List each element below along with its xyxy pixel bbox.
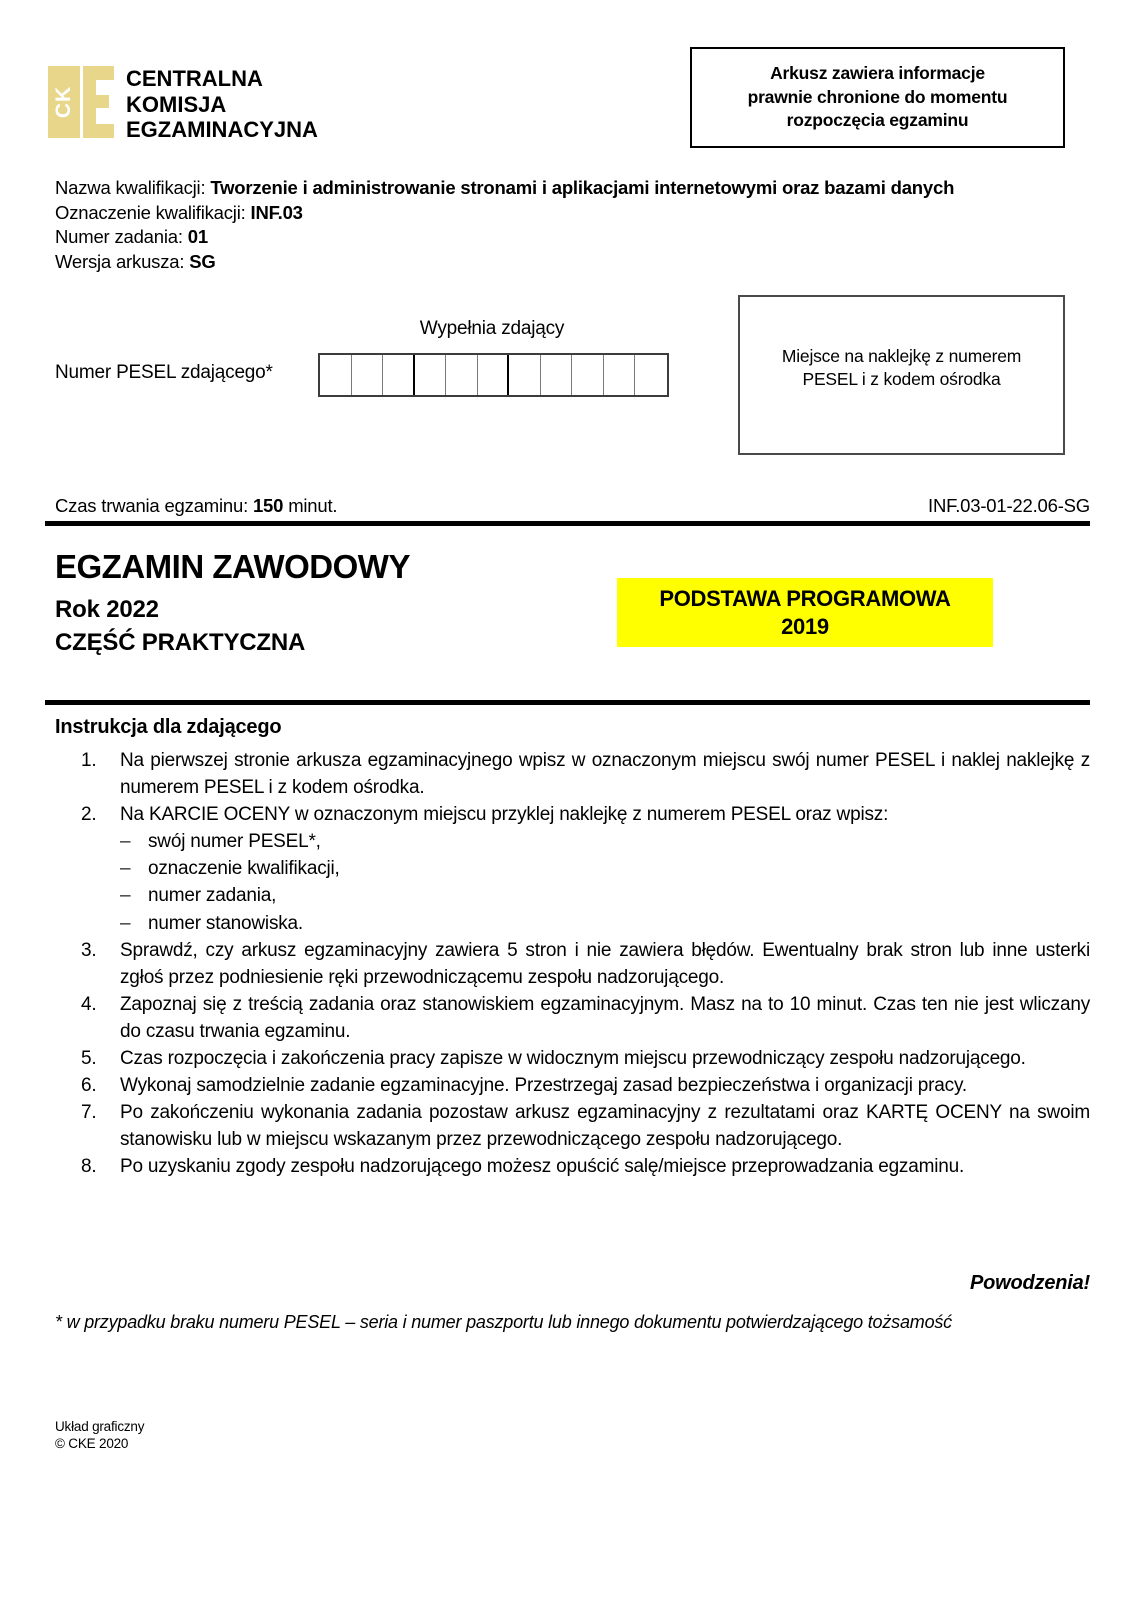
pesel-cell [383,355,415,395]
curriculum-highlight-box [617,578,993,647]
sticker-box-line: PESEL i z kodem ośrodka [802,369,1001,389]
curriculum-highlight-line: 2019 [781,613,829,639]
pesel-cell [509,355,541,395]
divider-rule [45,521,1090,526]
fill-in-header: Wypełnia zdający [419,318,565,339]
instruction-item: 5. Czas rozpoczęcia i zakończenia pracy zapisze w widocznym miejscu przewodniczący zespołu nadzorującego. [81,1048,1026,1070]
instruction-sub-item: – numer stanowiska. [120,910,1090,937]
dash-marker: – [120,831,131,853]
instruction-item: 8. Po uzyskaniu zgody zespołu nadzorującego możesz opuścić salę/miejsce przeprowadzania egzaminu. [81,1156,965,1178]
instruction-item: 3. Sprawdź, czy arkusz egzaminacyjny zawiera 5 stron i nie zawiera błędów. Ewentualny brak stron lub inne usterki zgłoś przez podniesienie ręki przewodniczącemu zespołu nadzorującego. [81,939,1090,988]
pesel-cell [352,355,384,395]
qualification-info [55,176,1085,274]
exam-part: CZĘŚĆ PRAKTYCZNA [55,629,306,656]
org-name-line: KOMISJA [126,91,227,117]
instructions-list [55,747,1090,1181]
curriculum-highlight-line: PODSTAWA PROGRAMOWA [659,585,951,611]
instruction-item: 4. Zapoznaj się z treścią zadania oraz stanowiskiem egzaminacyjnym. Masz na to 10 minut. Czas ten nie jest wliczany do czasu trwania egzaminu. [81,993,1090,1042]
cke-logo-ck-block [48,66,80,138]
instruction-sub-item: – swój numer PESEL*, [120,828,1090,855]
sheet-code: INF.03-01-22.06-SG [928,495,1090,516]
instruction-item: 2. Na KARCIE OCENY w oznaczonym miejscu przyklej naklejkę z numerem PESEL oraz wpisz: – swój numer PESEL*, – oznaczenie kwalifikacji, – numer zadania, – numer stanowiska. [55,801,1090,936]
instruction-sub-item: – numer zadania, [120,882,1090,909]
dash-marker: – [120,885,131,907]
qualification-code-row: Oznaczenie kwalifikacji: INF.03 [55,201,303,223]
sticker-box-line: Miejsce na naklejkę z numerem [781,346,1022,366]
legal-notice-line: rozpoczęcia egzaminu [786,110,969,131]
dash-marker: – [120,858,131,880]
instruction-sub-item: – oznaczenie kwalifikacji, [120,855,1090,882]
pesel-footnote: * w przypadku braku numeru PESEL – seria i numer paszportu lub innego dokumentu potwierdzającego tożsamość [55,1312,952,1332]
task-number-value: 01 [187,226,208,247]
org-name-line: CENTRALNA [126,66,263,91]
org-name-line: EGZAMINACYJNA [126,117,318,142]
legal-notice-line: Arkusz zawiera informacje [770,63,985,84]
task-number-row: Numer zadania: 01 [55,226,208,247]
cke-logo [48,66,318,143]
instructions-heading: Instrukcja dla zdającego [55,716,282,738]
footer-line: © CKE 2020 [55,1436,129,1451]
instruction-item: 1. Na pierwszej stronie arkusza egzaminacyjnego wpisz w oznaczonym miejscu swój numer PESEL i naklej naklejkę z numerem PESEL i z kodem ośrodka. [81,750,1090,799]
pesel-cell [541,355,573,395]
instruction-item: 6. Wykonaj samodzielnie zadanie egzaminacyjne. Przestrzegaj zasad bezpieczeństwa i organizacji pracy. [81,1075,967,1097]
page-footer [55,1418,144,1452]
cke-logo-icon [48,66,114,138]
exam-meta-row [45,495,1090,517]
pesel-cell [572,355,604,395]
cke-logo-e-glyph [83,66,114,138]
sheet-version-row: Wersja arkusza: SG [55,250,216,272]
sheet-version-value: SG [189,250,216,272]
exam-year: Rok 2022 [55,596,159,623]
pesel-cell [635,355,667,395]
divider-rule [45,700,1090,705]
org-name [126,66,318,143]
qualification-name-value: Tworzenie i administrowanie stronami i aplikacjami internetowymi oraz bazami danych [210,177,955,198]
qualification-name-row: Nazwa kwalifikacji: Tworzenie i administrowanie stronami i aplikacjami internetowymi oraz bazami danych [55,177,955,198]
legal-notice-box [690,47,1065,148]
cke-logo-ck-text: CK [52,85,75,119]
pesel-cell [446,355,478,395]
farewell-text: Powodzenia! [969,1272,1090,1294]
pesel-sticker-box [738,295,1065,455]
pesel-cell [415,355,447,395]
legal-notice-line: prawnie chronione do momentu [747,86,1008,107]
footer-line: Układ graficzny [55,1419,145,1434]
exam-duration: Czas trwania egzaminu: 150 minut. [55,495,338,516]
exam-duration-value: 150 [252,495,284,516]
dash-marker: – [120,912,131,934]
pesel-cell [478,355,510,395]
pesel-number-label: Numer PESEL zdającego* [55,362,273,383]
exam-title: EGZAMIN ZAWODOWY [55,548,410,585]
qualification-code-value: INF.03 [250,201,303,223]
pesel-cell [320,355,352,395]
pesel-cell [604,355,636,395]
pesel-digit-grid [318,353,669,397]
instruction-item: 7. Po zakończeniu wykonania zadania pozostaw arkusz egzaminacyjny z rezultatami oraz KARTĘ OCENY na swoim stanowisku lub w miejscu wskazanym przez przewodniczącego zespołu nadzorującego. [81,1102,1090,1151]
